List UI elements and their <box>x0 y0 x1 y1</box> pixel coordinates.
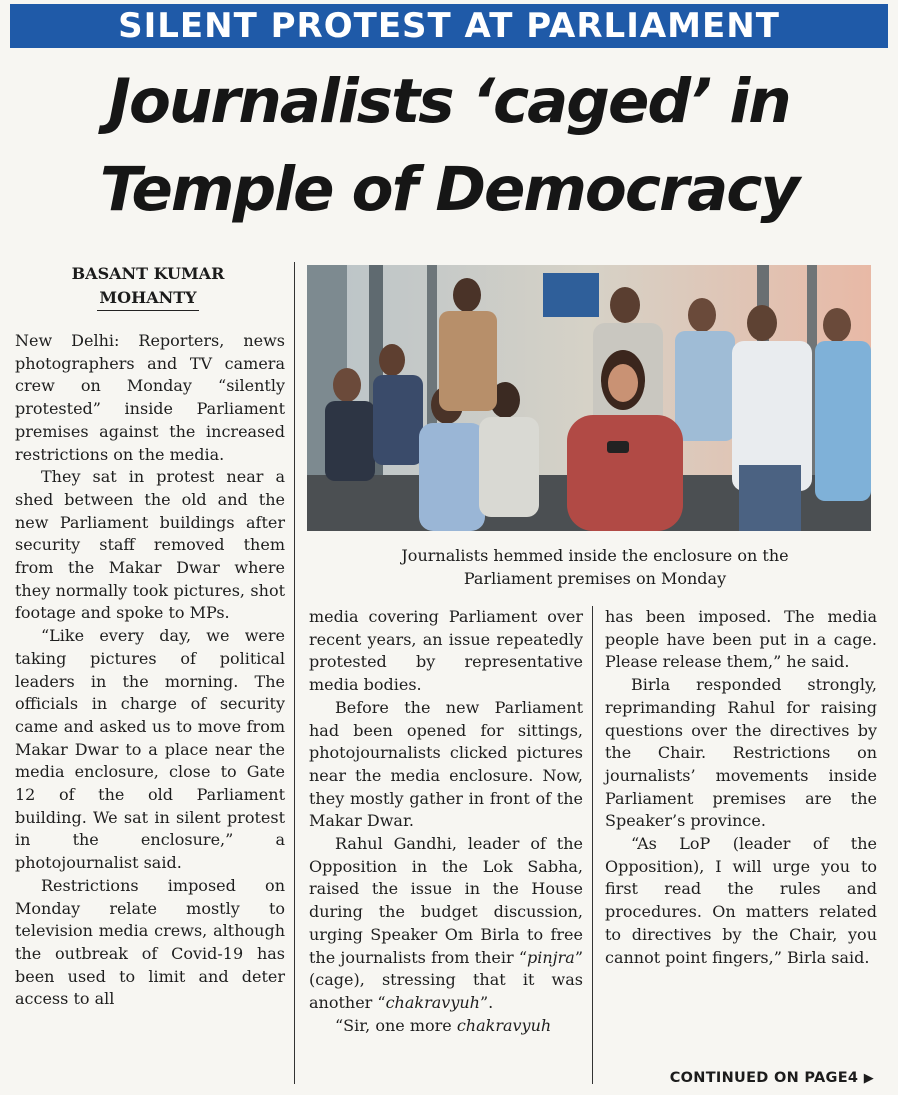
article-column-2 <box>309 606 583 1037</box>
paragraph: “As LoP (leader of the Opposition), I will urge you to first read the rules and procedures. On matters related to directives by the Chair, you cannot point fingers,” Birla said. <box>605 834 877 967</box>
headline <box>10 58 888 234</box>
column-divider-2 <box>592 606 593 1084</box>
text-run: ”. <box>479 992 494 1012</box>
paragraph: Birla responded strongly, reprimanding Rahul for raising questions over the directives by the Chair. Restrictions on journalists’ movements inside Parliament premises are the Speaker’s province. <box>605 675 877 831</box>
article-column-3 <box>605 606 877 969</box>
paragraph: has been imposed. The media people have been put in a cage. Please release them,” he said. <box>605 607 877 672</box>
text-run: Rahul Gandhi, leader of the Opposition in the Lok Sabha, raised the issue in the House during the budget discussion, urging Speaker Om Birla to free the journalists from their “ <box>309 834 583 967</box>
play-arrow-icon: ▶ <box>863 1071 874 1086</box>
photo-illustration <box>307 265 871 531</box>
continued-on-link[interactable] <box>670 1068 874 1089</box>
text-run: “Sir, one more <box>335 1015 457 1035</box>
continued-label: CONTINUED ON PAGE4 <box>669 1070 859 1086</box>
paragraph: Before the new Parliament had been opened for sittings, photojournalists clicked pictures near the media enclosure. Now, they mostly gather in front of the Makar Dwar. <box>309 697 583 831</box>
paragraph: New Delhi: Reporters, news photographers and TV camera crew on Monday “silently protested” inside Parliament premises against the increased restrictions on the media. <box>15 331 285 464</box>
byline-line-1: BASANT KUMAR <box>71 264 225 283</box>
paragraph: “Like every day, we were taking pictures of political leaders in the morning. The officials in charge of security came and asked us to move from Makar Dwar to a place near the media enclosure, close to Gate 12 of the old Parliament building. We sat in silent protest in the enclosure,” a photojournalist said. <box>15 626 285 873</box>
byline <box>16 262 280 311</box>
italic-term: chakravyuh <box>456 1015 552 1035</box>
paragraph: Restrictions imposed on Monday relate mostly to television media crews, although the outbreak of Covid-19 has been used to limit and deter access to all <box>15 875 285 1009</box>
caption-line-1: Journalists hemmed inside the enclosure on the <box>401 546 789 565</box>
photo-caption <box>300 544 890 590</box>
article-column-1 <box>15 330 285 1011</box>
italic-term: pinjra <box>527 947 575 967</box>
paragraph <box>309 1015 583 1038</box>
byline-line-2: MOHANTY <box>97 286 198 311</box>
paragraph: media covering Parliament over recent years, an issue repeatedly protested by representative media bodies. <box>309 607 583 695</box>
headline-line-2: Temple of Democracy <box>99 154 799 225</box>
caption-line-2: Parliament premises on Monday <box>463 569 727 588</box>
paragraph: They sat in protest near a shed between the old and the new Parliament buildings after security staff removed them from the Makar Dwar where they normally took pictures, shot footage and spoke to MPs. <box>15 467 285 623</box>
text-run: ” (cage), stressing that it was another “ <box>309 947 583 1012</box>
headline-line-1: Journalists ‘caged’ in <box>108 66 790 137</box>
section-banner: SILENT PROTEST AT PARLIAMENT <box>10 4 888 48</box>
italic-term: chakravyuh <box>385 992 480 1012</box>
paragraph <box>309 833 583 1015</box>
news-photo <box>307 265 871 531</box>
column-divider-1 <box>294 262 295 1084</box>
